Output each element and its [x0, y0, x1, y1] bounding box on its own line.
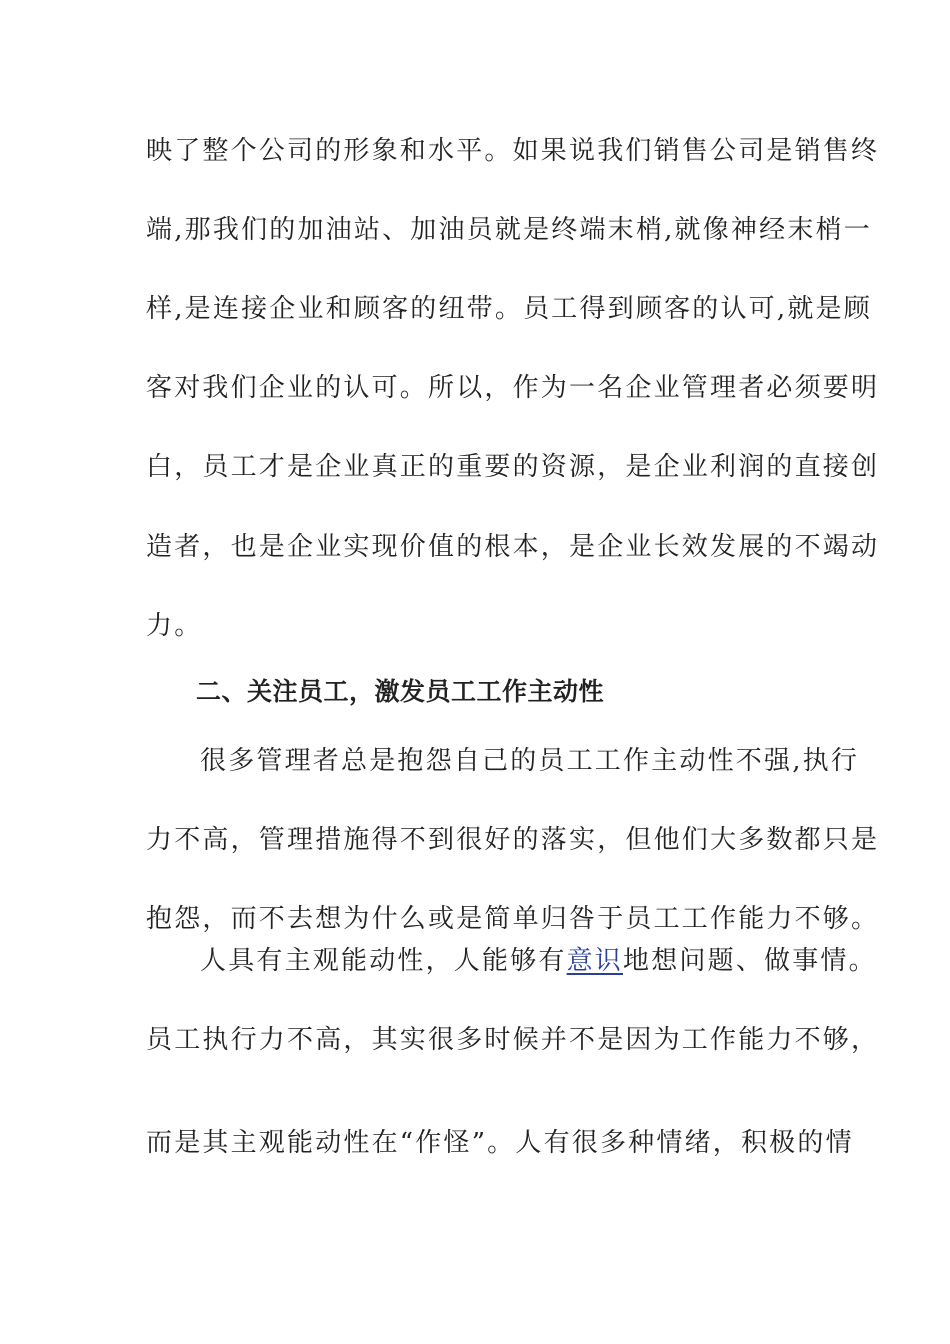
text-line: 端,那我们的加油站、加油员就是终端末梢,就像神经末梢一: [146, 215, 872, 245]
text-segment: 地想问题、做事情。: [623, 946, 877, 976]
text-line: 力不高，管理措施得不到很好的落实，但他们大多数都只是: [146, 825, 880, 855]
text-line: 白，员工才是企业真正的重要的资源，是企业利润的直接创: [146, 452, 880, 482]
paragraph-line: [200, 941, 877, 981]
section-heading: 二、关注员工，激发员工工作主动性: [196, 677, 605, 706]
text-line: 抱怨，而不去想为什么或是简单归咎于员工工作能力不够。: [146, 904, 880, 934]
text-line: 样,是连接企业和顾客的纽带。员工得到顾客的认可,就是顾: [146, 294, 872, 324]
text-line: 而是其主观能动性在“作怪”。人有很多种情绪，积极的情: [146, 1128, 854, 1158]
text-line: 客对我们企业的认可。所以，作为一名企业管理者必须要明: [146, 373, 880, 403]
text-line: 员工执行力不高，其实很多时候并不是因为工作能力不够，: [146, 1025, 880, 1055]
text-line: 映了整个公司的形象和水平。如果说我们销售公司是销售终: [146, 136, 880, 166]
text-line: 力。: [146, 611, 203, 641]
text-segment: 人具有主观能动性，人能够有: [200, 946, 567, 976]
hyperlink[interactable]: 意识: [566, 946, 624, 976]
text-line: 造者，也是企业实现价值的根本，是企业长效发展的不竭动: [146, 532, 880, 562]
text-line: 很多管理者总是抱怨自己的员工工作主动性不强,执行: [200, 746, 860, 776]
